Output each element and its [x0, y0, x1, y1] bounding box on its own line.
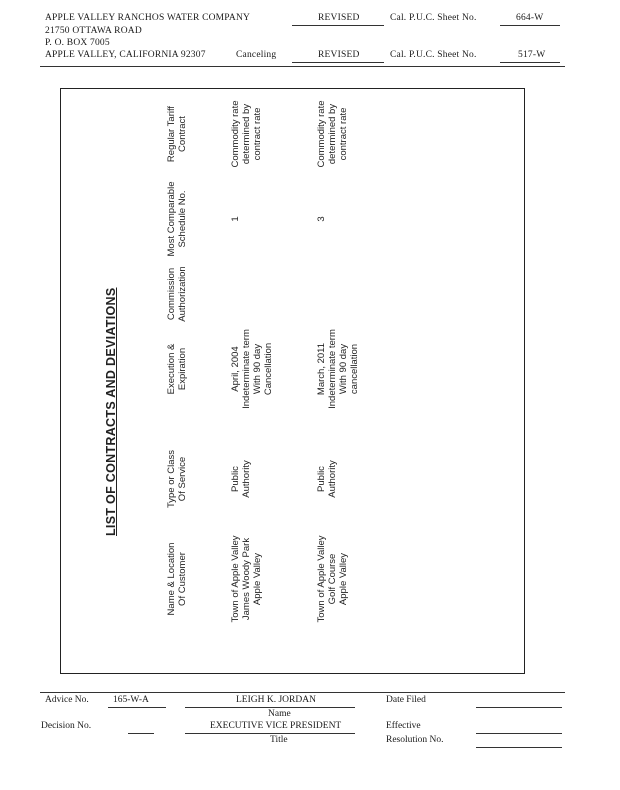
- header-rule: [40, 66, 565, 67]
- row-1-execution: April, 2004 Indeterminate term With 90 day Cancellation: [230, 329, 274, 409]
- column-header-authorization: Commission Authorization: [166, 266, 188, 322]
- row-2-execution: March, 2011 Indeterminate term With 90 day cancellation: [316, 329, 360, 409]
- row-2-customer: Town of Apple Valley Golf Course Apple Valley: [316, 535, 349, 623]
- canceled-revised-underline: [292, 62, 384, 63]
- company-po-box: P. O. BOX 7005: [45, 38, 110, 48]
- row-1-schedule: 1: [230, 216, 241, 222]
- row-2-tariff: Commodity rate determined by contract rate: [316, 100, 349, 168]
- row-1-tariff: Commodity rate determined by contract rate: [230, 100, 263, 168]
- date-filed-underline: [476, 707, 562, 708]
- column-header-tariff: Regular Tariff Contract: [166, 105, 188, 163]
- canceling-label: Canceling: [236, 50, 277, 60]
- canceled-revised-label: REVISED: [318, 50, 360, 60]
- row-2-service: Public Authority: [316, 460, 338, 498]
- footer-rule: [40, 692, 565, 693]
- canceled-sheet-number: 517-W: [518, 50, 546, 60]
- column-header-customer: Name & Location Of Customer: [166, 542, 188, 616]
- sheet-number: 664-W: [516, 13, 544, 23]
- resolution-underline: [476, 747, 562, 748]
- column-header-execution: Execution & Expiration: [166, 343, 188, 395]
- company-name: APPLE VALLEY RANCHOS WATER COMPANY: [45, 13, 251, 23]
- name-caption: Name: [268, 709, 291, 719]
- decision-underline: [128, 733, 154, 734]
- title-caption: Title: [270, 735, 288, 745]
- name-underline: [185, 707, 355, 708]
- effective-label: Effective: [386, 721, 421, 731]
- signer-name: LEIGH K. JORDAN: [236, 695, 316, 705]
- column-header-service: Type or Class Of Service: [166, 449, 188, 509]
- canceled-sheet-label: Cal. P.U.C. Sheet No.: [390, 50, 477, 60]
- sheet-number-underline: [500, 25, 560, 26]
- contracts-table: [60, 88, 525, 674]
- revised-label: REVISED: [318, 13, 360, 23]
- company-city: APPLE VALLEY, CALIFORNIA 92307: [45, 50, 206, 60]
- column-header-schedule: Most Comparable Schedule No.: [166, 181, 188, 257]
- date-filed-label: Date Filed: [386, 695, 426, 705]
- effective-underline: [476, 733, 562, 734]
- resolution-label: Resolution No.: [386, 735, 444, 745]
- sheet-label: Cal. P.U.C. Sheet No.: [390, 13, 477, 23]
- advice-number: 165-W-A: [113, 695, 149, 705]
- decision-label: Decision No.: [41, 721, 92, 731]
- signer-title: EXECUTIVE VICE PRESIDENT: [210, 721, 342, 731]
- canceled-sheet-underline: [500, 62, 560, 63]
- company-street: 21750 OTTAWA ROAD: [45, 26, 142, 36]
- revised-underline: [292, 25, 384, 26]
- row-1-customer: Town of Apple Valley James Woody Park Apple Valley: [230, 535, 263, 623]
- table-title: LIST OF CONTRACTS AND DEVIATIONS: [104, 287, 118, 536]
- title-underline: [185, 733, 355, 734]
- advice-label: Advice No.: [45, 695, 89, 705]
- row-2-schedule: 3: [316, 216, 327, 222]
- row-1-service: Public Authority: [230, 460, 252, 498]
- advice-underline: [108, 707, 166, 708]
